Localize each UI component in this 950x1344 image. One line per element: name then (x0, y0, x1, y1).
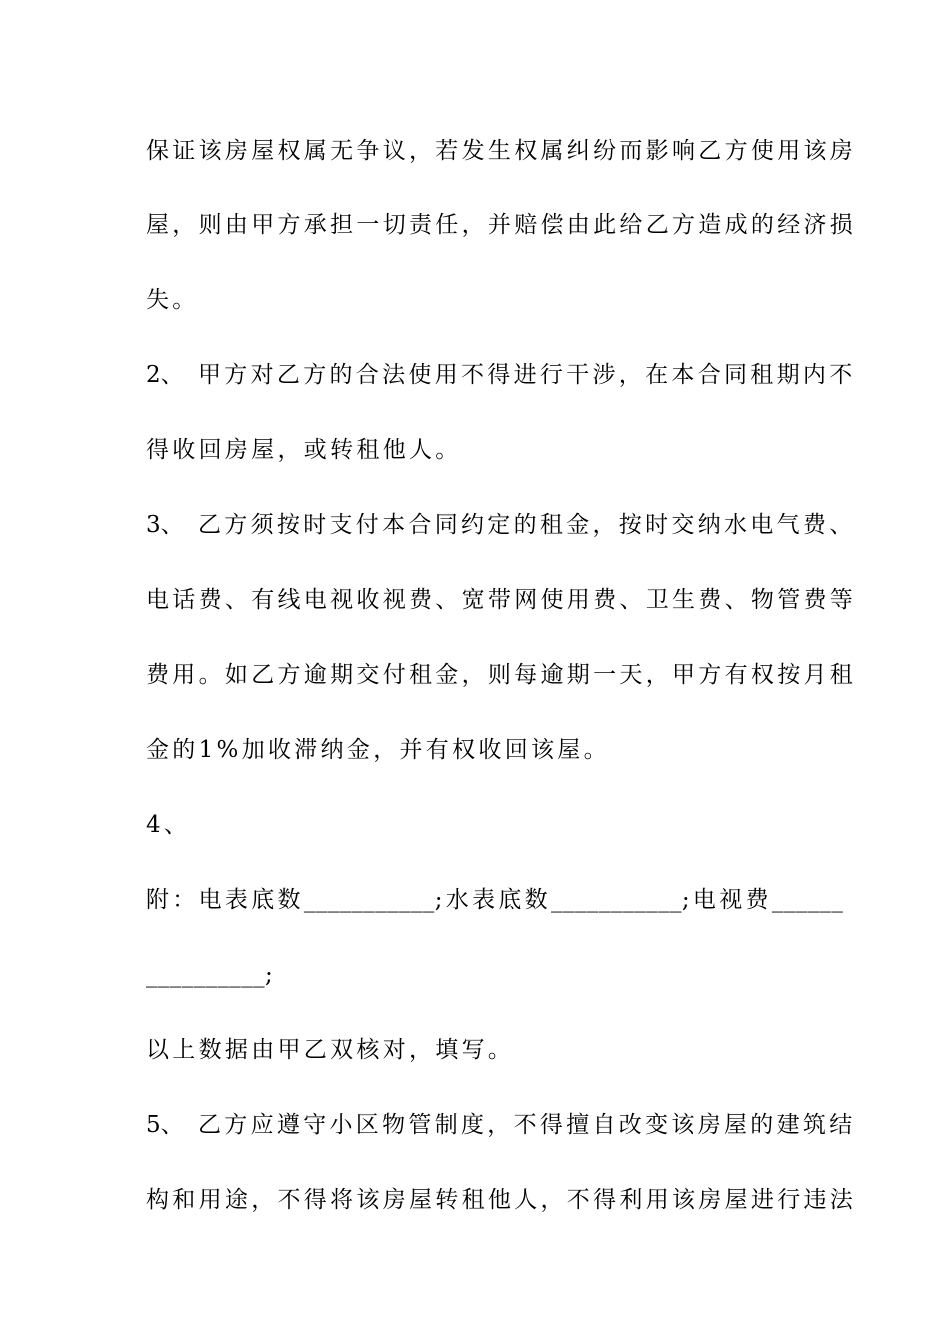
clause-number: 5、 (146, 1112, 184, 1138)
electric-meter-blank: ___________ (303, 887, 435, 913)
water-meter-blank: ___________ (550, 887, 682, 913)
tv-fee-blank: ______ (771, 887, 844, 913)
text-line: 构和用途，不得将该房屋转租他人，不得利用该房屋进行违法 (146, 1187, 857, 1213)
attachment-line (146, 885, 844, 915)
water-meter-label: ;水表底数 (434, 887, 551, 913)
text-line: 电话费、有线电视收视费、宽带网使用费、卫生费、物管费等 (146, 587, 857, 613)
text-line: 费用。如乙方逾期交付租金，则每逾期一天，甲方有权按月租 (146, 662, 857, 688)
text-line: 保证该房屋权属无争议，若发生权属纠纷而影响乙方使用该房 (146, 138, 857, 164)
clause-number: 2、 (146, 362, 184, 388)
clause-3 (146, 510, 856, 540)
text-line: 以上数据由甲乙双核对，填写。 (146, 1037, 515, 1063)
text-line: 失。 (146, 287, 199, 313)
clause-text: 甲方对乙方的合法使用不得进行干涉，在本合同租期内不 (198, 362, 856, 388)
meter-label: 附：电表底数 (146, 887, 304, 913)
text-line: 得收回房屋，或转租他人。 (146, 437, 462, 463)
text-line: 金的1%加收滞纳金，并有权收回该屋。 (146, 737, 610, 763)
tv-fee-label: ;电视费 (681, 887, 772, 913)
clause-2 (146, 360, 856, 390)
tv-fee-blank-continued: __________; (146, 962, 274, 988)
clause-4-number: 4、 (146, 812, 191, 838)
clause-text: 乙方须按时支付本合同约定的租金，按时交纳水电气费、 (198, 512, 856, 538)
clause-5 (146, 1110, 856, 1140)
clause-text: 乙方应遵守小区物管制度，不得擅自改变该房屋的建筑结 (198, 1112, 856, 1138)
clause-number: 3、 (146, 512, 184, 538)
text-line: 屋，则由甲方承担一切责任，并赔偿由此给乙方造成的经济损 (146, 212, 857, 238)
